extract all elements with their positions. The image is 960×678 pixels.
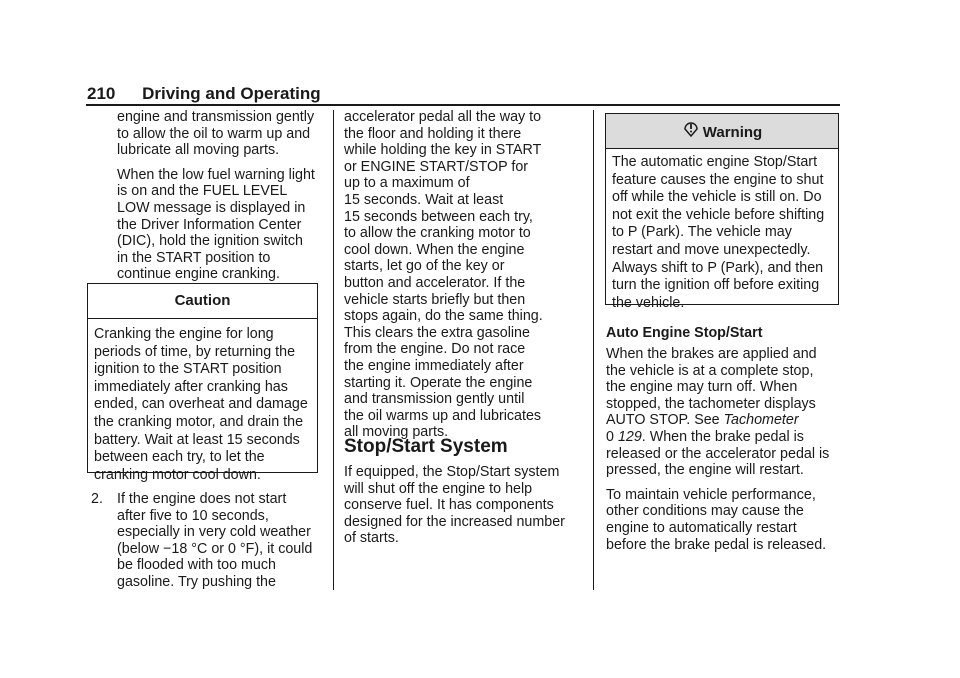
- page-ref-icon: 0: [606, 428, 614, 445]
- warning-title-bar: [606, 114, 838, 149]
- caution-box: [87, 283, 318, 483]
- caution-title: Caution: [88, 284, 317, 319]
- cross-reference-link[interactable]: Tachometer: [723, 412, 799, 429]
- paragraph-text: When the brakes are applied and the vehicle is at a complete stop, the engine may turn off. When stopped, the tachometer displays AUTO STOP. See: [606, 346, 817, 429]
- warning-box: [605, 113, 839, 311]
- paragraph: engine and transmission gently to allow the oil to warm up and lubricate all moving parts.: [117, 109, 315, 159]
- warning-body: The automatic engine Stop/Start feature causes the engine to shut off while the vehicle is still on. Do not exit the vehicle before shifting to P (Park). The vehicle may restart and move unexpectedly. Always shift to P (Park), and then turn the ignition off before exiting the vehicle.: [612, 154, 825, 311]
- section-heading: Stop/Start System: [344, 436, 508, 457]
- paragraph: If equipped, the Stop/Start system will shut off the engine to help conserve fuel. It has components designed for the increased number of starts.: [344, 464, 565, 547]
- subsection-heading: Auto Engine Stop/Start: [606, 325, 763, 341]
- column-2: [344, 109, 580, 449]
- column-1: [117, 109, 323, 291]
- page-ref-number[interactable]: 129: [617, 428, 642, 445]
- header-rule: [86, 104, 840, 106]
- paragraph: To maintain vehicle performance, other conditions may cause the engine to automatically restart before the brake pedal is released.: [606, 486, 827, 553]
- page-number: 210: [87, 84, 116, 103]
- paragraph: [606, 346, 842, 479]
- column-2-lower: [344, 464, 580, 555]
- column-divider: [333, 110, 334, 590]
- page-header: [87, 84, 321, 104]
- list-item-number: 2.: [91, 491, 103, 507]
- warning-icon: [682, 114, 700, 152]
- column-divider: [593, 110, 594, 590]
- paragraph: accelerator pedal all the way to the floor and holding it there while holding the key in START or ENGINE START/STOP for up to a maximum of 15 seconds. Wait at least 15 seconds between each try, to allow the cranking motor to cool down. When the engine starts, let go of the key or button and accelerator. If the vehicle starts briefly but then stops again, do the same thing. This clears the extra gasoline from the engine. Do not race the engine immediately after starting it. Operate the engine and transmission gently until the oil warms up and lubricates all moving parts.: [344, 109, 543, 441]
- section-title: Driving and Operating: [142, 84, 321, 103]
- paragraph: When the low fuel warning light is on and the FUEL LEVEL LOW message is displayed in the Driver Information Center (DIC), hold the ignition switch in the START position to continue engine cranking.: [117, 166, 315, 283]
- list-item-text: If the engine does not start after five to 10 seconds, especially in very cold weather (below −18 °C or 0 °F), it could be flooded with too much gasoline. Try pushing the: [117, 491, 313, 590]
- column-3: [606, 346, 842, 561]
- caution-body: Cranking the engine for long periods of time, by returning the ignition to the START position immediately after cranking has ended, can overheat and damage the cranking motor, and drain the battery. Wait at least 15 seconds between each try, to let the cranking motor cool down.: [94, 326, 308, 483]
- paragraph-text: . When the brake pedal is released or the accelerator pedal is pressed, the engine will restart.: [606, 428, 830, 479]
- warning-title: Warning: [702, 124, 763, 141]
